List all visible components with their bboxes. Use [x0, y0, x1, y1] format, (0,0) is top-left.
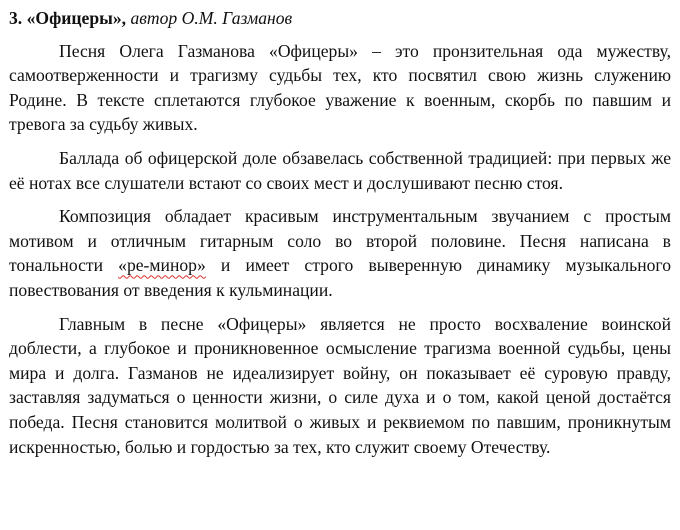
document-page	[9, 6, 671, 468]
song-author: автор О.М. Газманов	[130, 8, 293, 28]
paragraph-1: Песня Олега Газманова «Офицеры» – это пронзительная ода мужеству, самоотверженности и трагизму судьбы тех, кто посвятил свою жизнь служению Родине. В тексте сплетаются глубокое уважение к военным, скорбь по павшим и тревога за судьбу живых.	[9, 40, 671, 135]
paragraph-4: Главным в песне «Офицеры» является не просто восхваление воинской доблести, а глубокое и проникновенное осмысление трагизма военной судьбы, цены мира и долга. Газманов не идеализирует войну, он показывает её суровую правду, заставляя задуматься о ценности жизни, о силе духа и о том, какой ценой достаётся победа. Песня становится молитвой о живых и реквиемом по павшим, проникнутым искренностью, болью и гордостью за тех, кто служит своему Отечеству.	[9, 313, 671, 457]
section-number: 3.	[9, 8, 23, 28]
paragraph-3-text-start: Композиция обладает красивым инструментальным звучанием с простым мотивом и отличным гитарным соло во второй половине. Песня написана в тональности	[9, 206, 671, 276]
paragraph-3	[9, 204, 671, 302]
paragraph-2: Баллада об офицерской доле обзавелась собственной традицией: при первых же её нотах все слушатели встают со своих мест и дослушивают песню стоя.	[9, 147, 671, 193]
paragraph-3-text-end: и имеет строго выверенную динамику музыкального повествования от введения к кульминации.	[9, 255, 671, 300]
spellcheck-marked-word[interactable]: «ре-минор»	[118, 255, 206, 276]
section-heading	[9, 6, 671, 31]
song-title: «Офицеры»,	[26, 8, 127, 28]
